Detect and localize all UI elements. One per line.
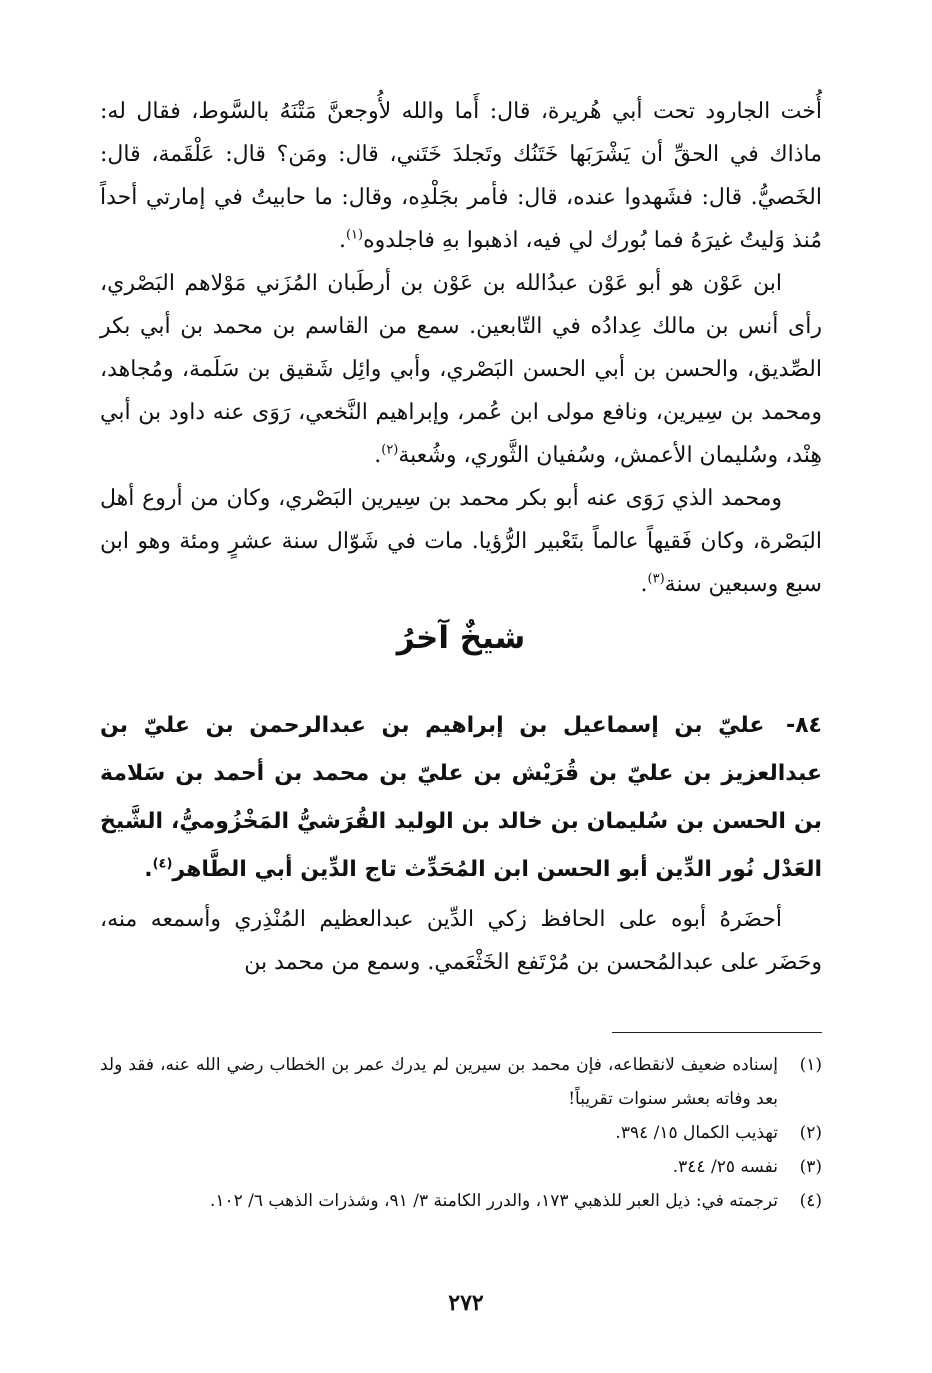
paragraph-3-end: . — [640, 572, 648, 597]
entry-number: ٨٤- — [785, 713, 822, 738]
footnote-ref-1[interactable]: (١) — [345, 227, 364, 243]
footnote-text: ترجمته في: ذيل العبر للذهبي ١٧٣، والدرر الكامنة ٣/ ٩١، وشذرات الذهب ٦/ ١٠٢. — [209, 1191, 778, 1211]
footnote-3 — [100, 1150, 822, 1184]
footnote-ref-3[interactable]: (٣) — [647, 571, 665, 587]
page-number: ٢٧٢ — [448, 1290, 484, 1316]
paragraph-2-end: . — [374, 443, 382, 468]
footnote-number: (١) — [799, 1055, 822, 1075]
paragraph-1 — [100, 90, 822, 262]
footnote-ref-4[interactable]: (٤) — [152, 856, 173, 872]
footnote-text: تهذيب الكمال ١٥/ ٣٩٤. — [615, 1123, 778, 1143]
paragraph-3 — [100, 477, 822, 606]
paragraph-3-text: ومحمد الذي رَوَى عنه أبو بكر محمد بن سِيرين البَصْري، وكان من أروع أهل البَصْرة، وكان فَقيهاً عالماً بتَعْبير الرُّؤيا. مات في شَوّال سنة عشرٍ ومئة وهو ابن سبع وسبعين سنة — [100, 486, 822, 597]
paragraph-1-end: . — [338, 228, 346, 253]
paragraph-2 — [100, 262, 822, 477]
footnote-2 — [100, 1116, 822, 1150]
footnote-text: نفسه ٢٥/ ٣٤٤. — [672, 1157, 778, 1177]
footnote-4 — [100, 1184, 822, 1218]
footnote-divider — [612, 1032, 822, 1033]
entry-text: عليّ بن إسماعيل بن إبراهيم بن عبدالرحمن بن عليّ بن عبدالعزيز بن عليّ بن قُرَيْش بن عليّ بن محمد بن أحمد بن سَلامة بن الحسن بن سُليمان بن خالد بن الوليد القُرَشيُّ المَخْزُوميُّ، الشَّيخ العَدْل نُور الدِّين أبو الحسن ابن المُحَدِّث تاج الدِّين أبي الطَّاهر — [100, 713, 822, 882]
footnote-ref-2[interactable]: (٢) — [381, 442, 399, 458]
footnotes — [100, 1048, 822, 1218]
footnote-number: (٣) — [799, 1157, 822, 1177]
page-content — [100, 90, 822, 984]
entry-end: . — [144, 857, 153, 882]
footnote-1 — [100, 1048, 822, 1116]
footnote-text: إسناده ضعيف لانقطاعه، فإن محمد بن سيرين لم يدرك عمر بن الخطاب رضي الله عنه، فقد ولد بعد وفاته بعشر سنوات تقريباً! — [100, 1055, 778, 1109]
paragraph-4 — [100, 898, 822, 984]
footnote-number: (٢) — [799, 1123, 822, 1143]
paragraph-2-text: ابن عَوْن هو أبو عَوْن عبدُالله بن عَوْن بن أرطَبان المُزَني مَوْلاهم البَصْري، رأى أنس بن مالك عِدادُه في التّابعين. سمع من القاسم بن محمد بن أبي بكر الصِّديق، والحسن بن أبي الحسن البَصْري، وأبي وائِل شَقيق بن سَلَمة، ومُجاهد، ومحمد بن سِيرين، ونافع مولى ابن عُمر، وإبراهيم النَّخعي، رَوَى عنه داود بن أبي هِنْد، وسُليمان الأعمش، وسُفيان الثَّوري، وشُعبة — [100, 271, 822, 468]
paragraph-4-text: أحضَرهُ أبوه على الحافظ زكي الدِّين عبدالعظيم المُنْذِري وأسمعه منه، وحَضَر على عبدالمُحسن بن مُرْتَفع الخَثْعَمي. وسمع من محمد بن — [100, 907, 822, 975]
footnote-number: (٤) — [799, 1191, 822, 1211]
section-heading: شيخٌ آخرُ — [396, 620, 526, 656]
entry-84 — [100, 702, 822, 894]
paragraph-1-text: أُخت الجارود تحت أبي هُريرة، قال: أَما والله لأُوجعنَّ مَتْنَهُ بالسَّوط، فقال له: ماذاك في الحقِّ أن يَشْرَبَها خَتَنُك وتَجلدَ خَتَني، قال: ومَن؟ قال: عَلْقَمة، قال: الخَصيُّ. قال: فشَهدوا عنده، قال: فأمر بجَلْدِه، وقال: ما حابيتُ في إمارتي أحداً مُنذ وَليتُ غيرَهُ فما بُورك لي فيه، اذهبوا بهِ فاجلدوه — [100, 99, 822, 253]
